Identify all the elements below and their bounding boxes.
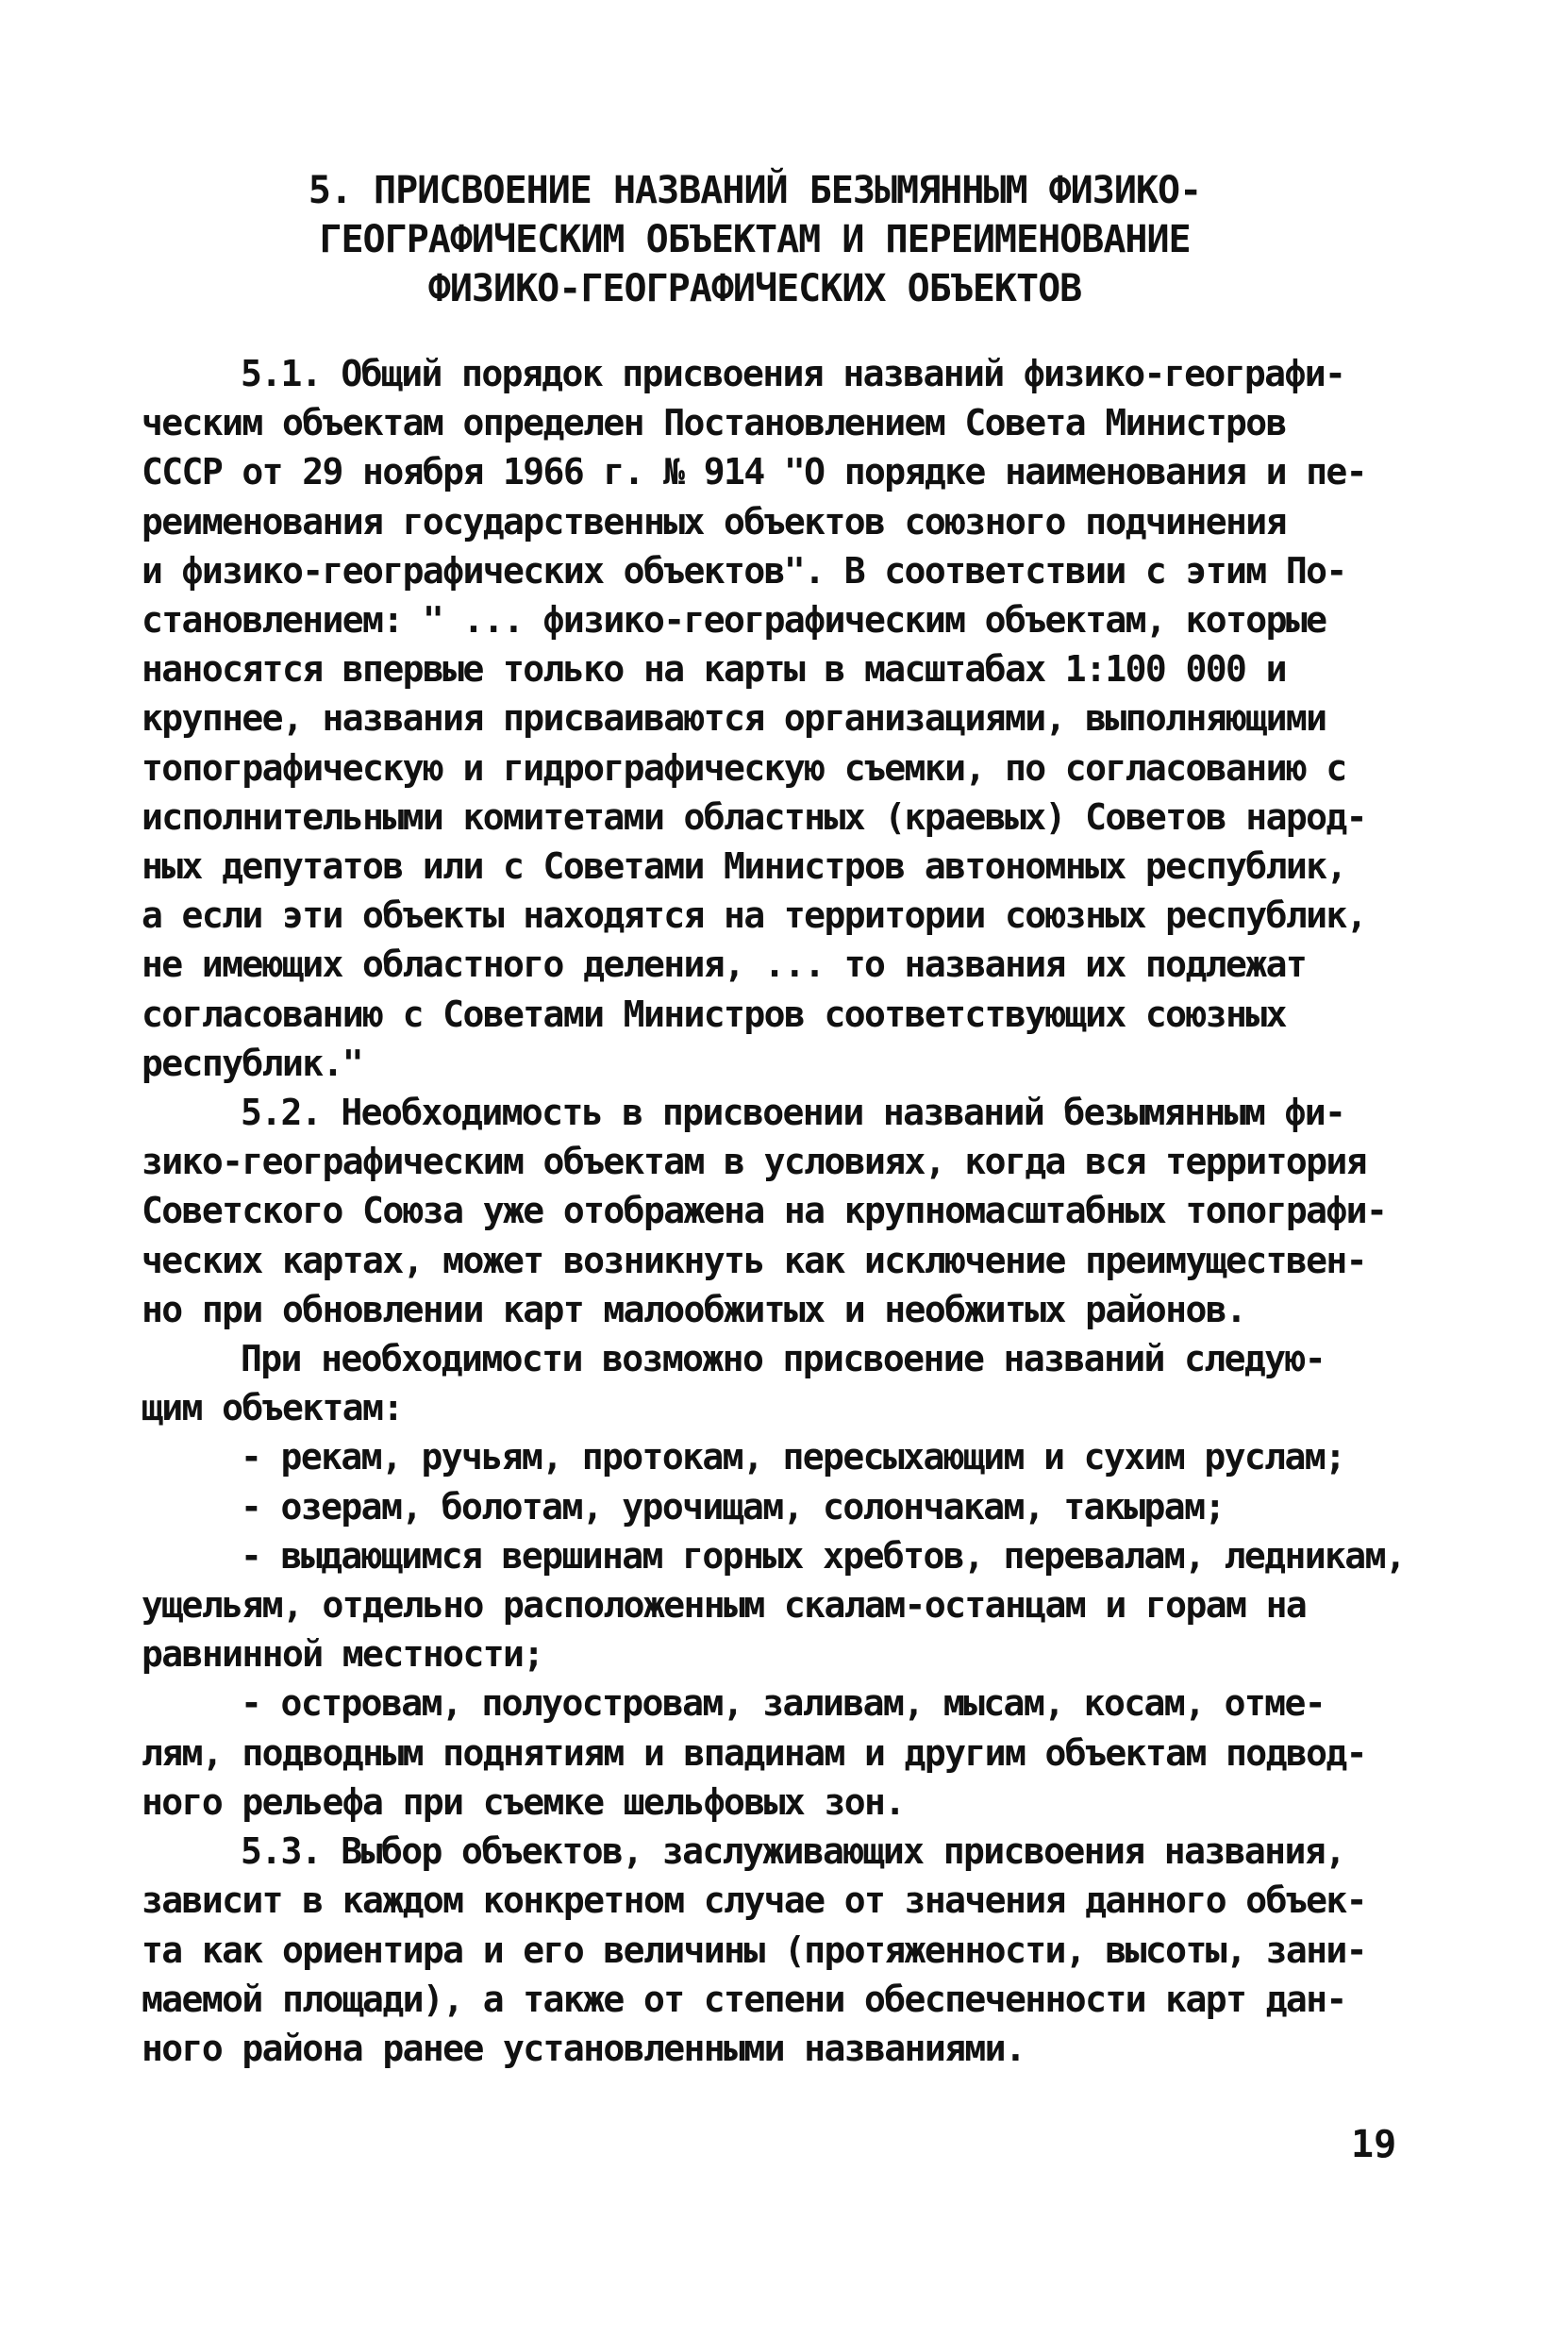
list-item [142, 1432, 1443, 1481]
text-line: зико-географическим объектам в условиях, когда вся территория [142, 1141, 1366, 1183]
text-line: не имеющих областного деления, ... то названия их подлежат [142, 944, 1307, 986]
list-item [142, 1531, 1443, 1679]
text-line: реименования государственных объектов союзного подчинения [142, 500, 1286, 543]
text-line: зависит в каждом конкретном случае от значения данного объек- [142, 1879, 1366, 1922]
list-item [142, 1482, 1443, 1531]
text-line: и физико-географических объектов". В соответствии с этим По- [142, 549, 1346, 592]
text-line: ческим объектам определен Постановлением Совета Министров [142, 402, 1286, 444]
text-line: 5.1. Общий порядок присвоения названий физико-географи- [241, 353, 1345, 394]
heading-line: ФИЗИКО-ГЕОГРАФИЧЕСКИХ ОБЪЕКТОВ [427, 267, 1082, 310]
heading-line: 5. ПРИСВОЕНИЕ НАЗВАНИЙ БЕЗЫМЯННЫМ ФИЗИКО- [308, 169, 1202, 212]
text-line: ного района ранее установленными названиями. [142, 2027, 1026, 2069]
text-line: Советского Союза уже отображена на крупномасштабных топографи- [142, 1190, 1387, 1232]
text-line: - рекам, ручьям, протокам, пересыхающим и сухим руслам; [241, 1436, 1345, 1478]
text-line: При необходимости возможно присвоение названий следую- [241, 1338, 1326, 1380]
paragraph-5-2 [142, 1088, 1443, 1334]
text-line: крупнее, названия присваиваются организациями, выполняющими [142, 697, 1326, 740]
paragraph-5-1 [142, 349, 1443, 1088]
section-heading [142, 166, 1368, 313]
text-line: 5.3. Выбор объектов, заслуживающих присвоения названия, [241, 1830, 1345, 1873]
text-line: наносятся впервые только на карты в масштабах 1:100 000 и [142, 648, 1286, 691]
text-line: а если эти объекты находятся на территории союзных республик, [142, 894, 1366, 937]
text-line: ных депутатов или с Советами Министров автономных республик, [142, 845, 1346, 888]
text-line: СССР от 29 ноября 1966 г. № 914 "О порядке наименования и пе- [142, 451, 1366, 493]
text-line: но при обновлении карт малообжитых и необжитых районов. [142, 1288, 1246, 1330]
text-line: становлением: " ... физико-географическим объектам, которые [142, 599, 1326, 642]
text-line: - озерам, болотам, урочищам, солончакам, такырам; [241, 1485, 1225, 1528]
text-line: исполнительными комитетами областных (краевых) Советов народ- [142, 795, 1366, 838]
text-line: ного рельефа при съемке шельфовых зон. [142, 1780, 905, 1823]
text-line: республик." [142, 1042, 363, 1084]
heading-line: ГЕОГРАФИЧЕСКИМ ОБЪЕКТАМ И ПЕРЕИМЕНОВАНИЕ [319, 218, 1191, 261]
text-line: топографическую и гидрографическую съемки, по согласованию с [142, 746, 1346, 789]
text-line: ущельям, отдельно расположенным скалам-останцам и горам на [142, 1584, 1307, 1627]
object-list [142, 1432, 1443, 1827]
text-line: лям, подводным поднятиям и впадинам и другим объектам подвод- [142, 1731, 1366, 1774]
text-line: - островам, полуостровам, заливам, мысам, косам, отме- [241, 1682, 1326, 1725]
text-line: щим объектам: [142, 1387, 403, 1429]
text-line: - выдающимся вершинам горных хребтов, перевалам, ледникам, [241, 1534, 1406, 1577]
text-line: та как ориентира и его величины (протяженности, высоты, зани- [142, 1929, 1366, 1971]
paragraph-5-3 [142, 1827, 1443, 2073]
page-number: 19 [1351, 2123, 1397, 2166]
list-item [142, 1678, 1443, 1827]
text-line: 5.2. Необходимость в присвоении названий безымянным фи- [241, 1092, 1345, 1134]
text-line: равнинной местности; [142, 1633, 543, 1676]
text-line: маемой площади), а также от степени обеспеченности карт дан- [142, 1978, 1346, 2020]
text-line: ческих картах, может возникнуть как исключение преимуществен- [142, 1239, 1366, 1281]
text-line: согласованию с Советами Министров соответствующих союзных [142, 993, 1286, 1035]
paragraph-needs [142, 1334, 1443, 1432]
document-body [142, 349, 1443, 2073]
